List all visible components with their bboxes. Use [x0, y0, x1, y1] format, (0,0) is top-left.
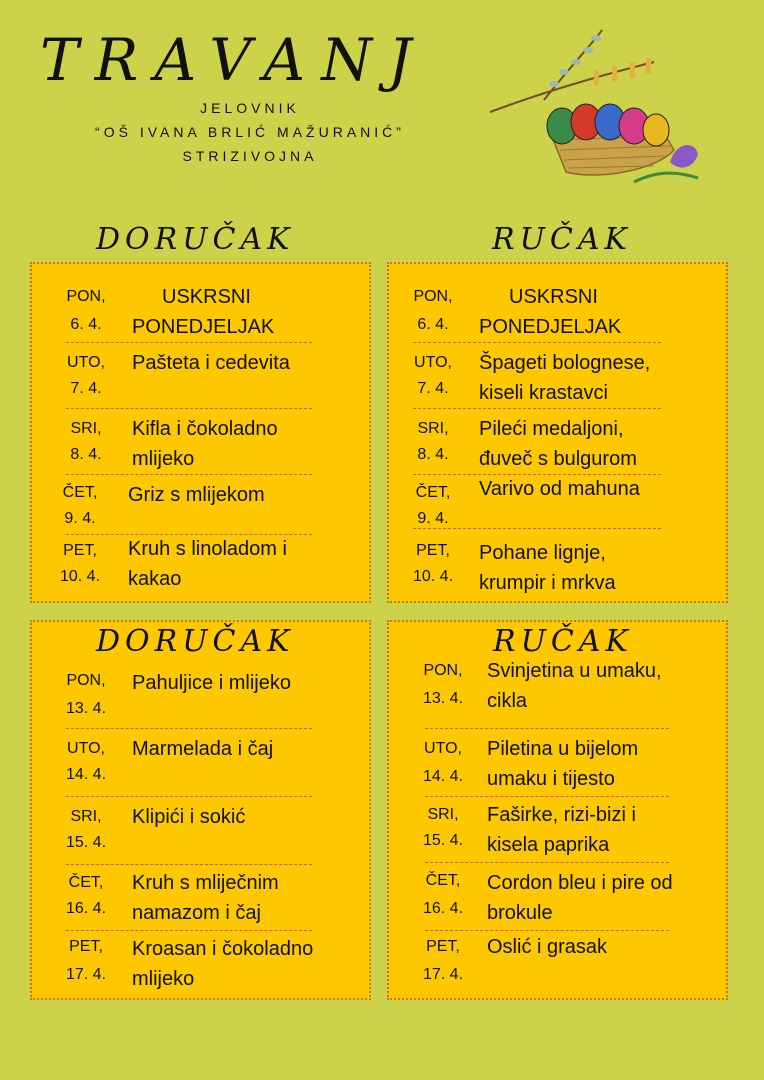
date-label: 13. 4. [422, 690, 464, 707]
day-label: PON, [413, 288, 453, 305]
date-label: 9. 4. [417, 510, 449, 527]
day-label: PON, [66, 288, 106, 305]
meal-line: Cordon bleu i pire od [487, 872, 673, 894]
date-label: 14. 4. [65, 766, 107, 783]
meal-line: kisela paprika [487, 834, 610, 856]
meal-line: Pileći medaljoni, [479, 418, 624, 440]
date-label: 17. 4. [422, 966, 464, 983]
date-label: 16. 4. [65, 900, 107, 917]
meal-line: Marmelada i čaj [132, 738, 274, 760]
date-label: 8. 4. [70, 446, 102, 463]
meal-line: mlijeko [132, 968, 195, 990]
meal-line: Griz s mlijekom [128, 484, 265, 506]
day-label: SRI, [70, 808, 102, 825]
meal-line: Pohane lignje, [479, 542, 606, 564]
row-divider [425, 930, 669, 931]
date-label: 7. 4. [70, 380, 102, 397]
date-label: 15. 4. [65, 834, 107, 851]
row-divider [66, 728, 312, 729]
meal-line: PONEDJELJAK [479, 316, 622, 338]
day-label: ČET, [68, 874, 104, 891]
date-label: 15. 4. [422, 832, 464, 849]
day-label: UTO, [67, 740, 105, 757]
meal-line: Faširke, rizi-bizi i [487, 804, 636, 826]
row-divider [425, 796, 669, 797]
date-label: 6. 4. [417, 316, 449, 333]
day-label: SRI, [70, 420, 102, 437]
week2-lunch-card [387, 620, 728, 1000]
day-label: PET, [416, 542, 450, 559]
row-divider [66, 408, 312, 409]
subtitle-school: “OŠ IVANA BRLIĆ MAŽURANIĆ” [95, 124, 405, 140]
week1-lunch-heading: RUČAK [492, 222, 632, 257]
date-label: 10. 4. [412, 568, 454, 585]
row-divider [413, 408, 661, 409]
row-divider [66, 474, 312, 475]
day-label: ČET, [415, 484, 451, 501]
meal-line: krumpir i mrkva [479, 572, 616, 594]
row-divider [413, 342, 661, 343]
week2-lunch-heading: RUČAK [493, 624, 633, 659]
day-label: SRI, [417, 420, 449, 437]
week2-breakfast-card [30, 620, 371, 1000]
meal-line: kakao [128, 568, 182, 590]
day-label: UTO, [424, 740, 462, 757]
easter-basket-icon [484, 22, 704, 192]
day-label: UTO, [414, 354, 452, 371]
row-divider [66, 864, 312, 865]
meal-line: đuveč s bulgurom [479, 448, 637, 470]
date-label: 10. 4. [59, 568, 101, 585]
date-label: 13. 4. [65, 700, 107, 717]
week2-breakfast-heading: DORUČAK [96, 624, 295, 659]
day-label: SRI, [427, 806, 459, 823]
row-divider [425, 862, 669, 863]
day-label: PON, [423, 662, 463, 679]
meal-line: Varivo od mahuna [479, 478, 640, 500]
row-divider [66, 342, 312, 343]
date-label: 16. 4. [422, 900, 464, 917]
week1-breakfast-card [30, 262, 371, 603]
meal-line: kiseli krastavci [479, 382, 608, 404]
meal-line: USKRSNI [162, 286, 251, 308]
day-label: ČET, [425, 872, 461, 889]
subtitle-menu: JELOVNIK [200, 100, 300, 116]
meal-line: Kruh s mliječnim [132, 872, 279, 894]
row-divider [413, 528, 661, 529]
meal-line: mlijeko [132, 448, 195, 470]
date-label: 8. 4. [417, 446, 449, 463]
week1-lunch-card [387, 262, 728, 603]
page-title: TRAVANJ [40, 26, 428, 94]
meal-line: Kruh s linoladom i [128, 538, 287, 560]
meal-line: Oslić i grasak [487, 936, 608, 958]
date-label: 7. 4. [417, 380, 449, 397]
row-divider [66, 796, 312, 797]
day-label: PET, [63, 542, 97, 559]
subtitle-place: STRIZIVOJNA [182, 148, 318, 164]
meal-line: cikla [487, 690, 528, 712]
meal-line: umaku i tijesto [487, 768, 615, 790]
row-divider [66, 930, 312, 931]
meal-line: Svinjetina u umaku, [487, 660, 662, 682]
meal-line: Kroasan i čokoladno [132, 938, 314, 960]
day-label: PET, [69, 938, 103, 955]
meal-line: brokule [487, 902, 553, 924]
row-divider [425, 728, 669, 729]
date-label: 6. 4. [70, 316, 102, 333]
meal-line: Špageti bolognese, [479, 352, 651, 374]
meal-line: namazom i čaj [132, 902, 261, 924]
meal-line: Pašteta i cedevita [132, 352, 290, 374]
meal-line: Pahuljice i mlijeko [132, 672, 291, 694]
date-label: 17. 4. [65, 966, 107, 983]
meal-line: Kifla i čokoladno [132, 418, 278, 440]
week1-breakfast-heading: DORUČAK [96, 222, 295, 257]
day-label: PET, [426, 938, 460, 955]
meal-line: Piletina u bijelom [487, 738, 639, 760]
day-label: PON, [66, 672, 106, 689]
day-label: UTO, [67, 354, 105, 371]
day-label: ČET, [62, 484, 98, 501]
meal-line: PONEDJELJAK [132, 316, 275, 338]
meal-line: Klipići i sokić [132, 806, 246, 828]
date-label: 9. 4. [64, 510, 96, 527]
date-label: 14. 4. [422, 768, 464, 785]
meal-line: USKRSNI [509, 286, 598, 308]
